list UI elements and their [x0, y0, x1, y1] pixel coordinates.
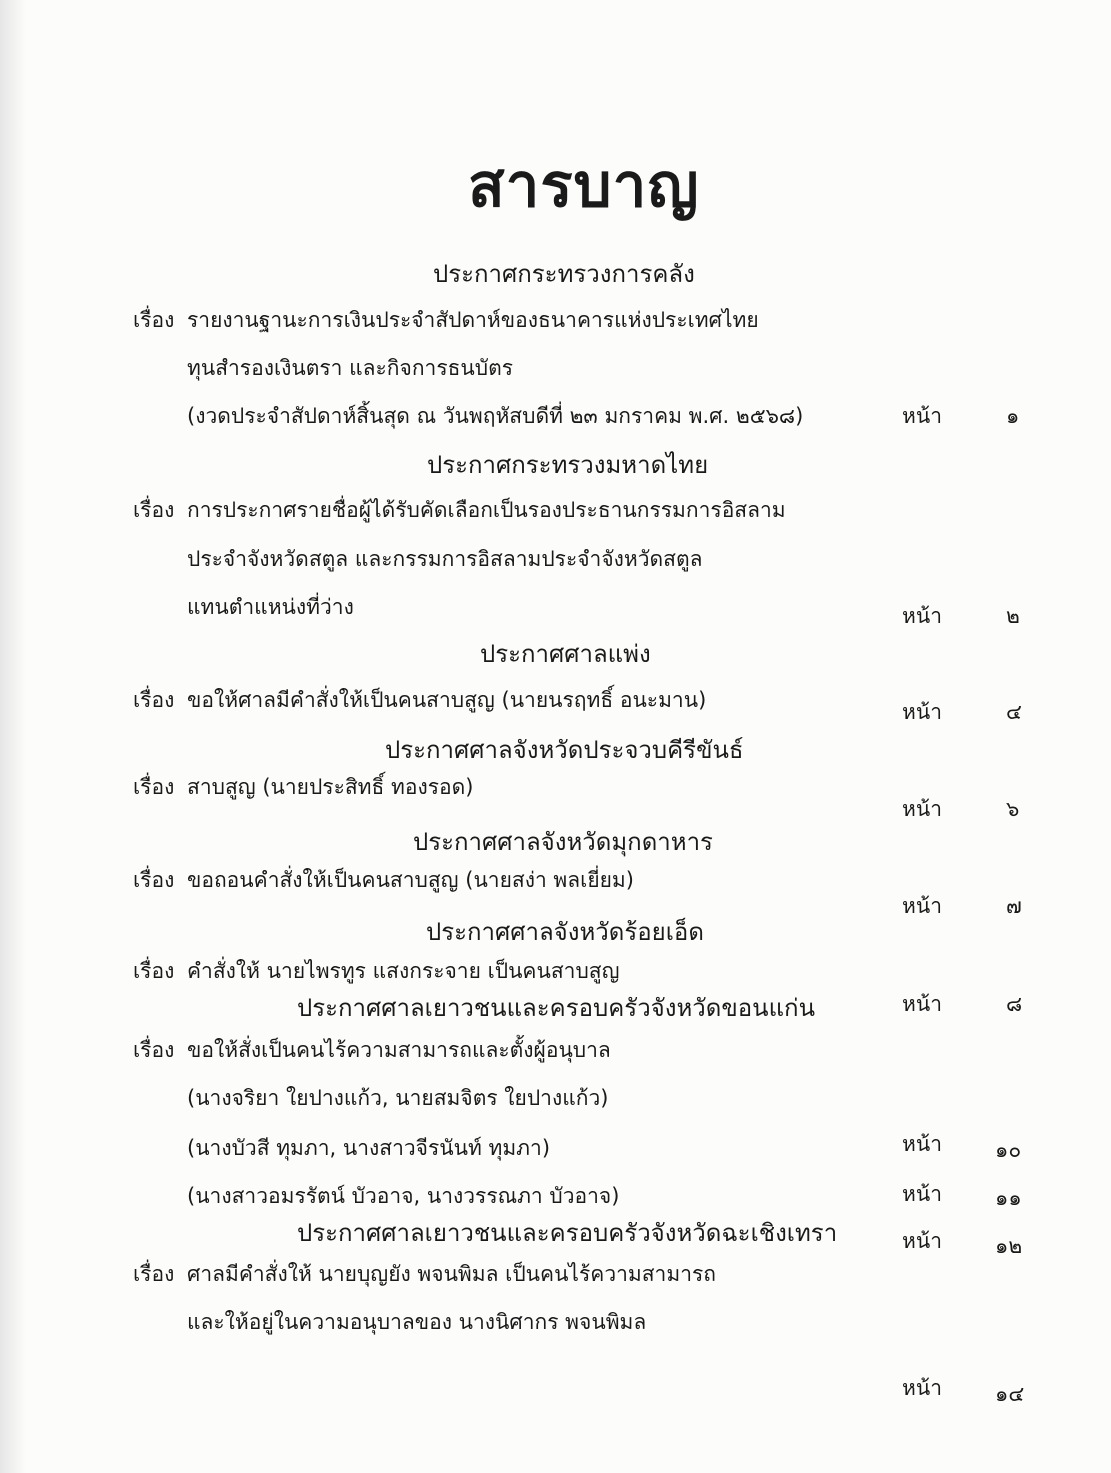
- subject-label: เรื่อง: [133, 498, 175, 522]
- entry-line: ขอให้ศาลมีคำสั่งให้เป็นคนสาบสูญ (นายนรฤทธิ์ อนะมาน): [187, 688, 707, 712]
- page-number: ๔: [1006, 700, 1022, 724]
- page-label: หน้า: [902, 1376, 942, 1400]
- page-label: หน้า: [902, 1229, 942, 1253]
- page-label: หน้า: [902, 404, 942, 428]
- page-label: หน้า: [902, 992, 942, 1016]
- entry-line: สาบสูญ (นายประสิทธิ์ ทองรอด): [187, 775, 474, 799]
- entry-line: รายงานฐานะการเงินประจำสัปดาห์ของธนาคารแห่งประเทศไทย: [187, 308, 759, 332]
- section-heading-civil-court: ประกาศศาลแพ่ง: [480, 640, 651, 668]
- subject-label: เรื่อง: [133, 688, 175, 712]
- entry-line: (นางสาวอมรรัตน์ บัวอาจ, นางวรรณภา บัวอาจ): [187, 1184, 620, 1208]
- entry-line: ประจำจังหวัดสตูล และกรรมการอิสลามประจำจังหวัดสตูล: [187, 547, 703, 571]
- page-number: ๗: [1006, 894, 1022, 918]
- entry-line: ขอให้สั่งเป็นคนไร้ความสามารถและตั้งผู้อนุบาล: [187, 1038, 611, 1062]
- entry-line: ขอถอนคำสั่งให้เป็นคนสาบสูญ (นายสง่า พลเยี่ยม): [187, 868, 634, 892]
- page-label: หน้า: [902, 604, 942, 628]
- page-label: หน้า: [902, 797, 942, 821]
- section-heading-mukdahan-court: ประกาศศาลจังหวัดมุกดาหาร: [413, 828, 713, 856]
- page-number: ๑๑: [995, 1186, 1022, 1210]
- section-heading-finance: ประกาศกระทรวงการคลัง: [433, 260, 695, 288]
- entry-line: (นางจริยา ใยปางแก้ว, นายสมจิตร ใยปางแก้ว): [187, 1086, 609, 1110]
- page-number: ๒: [1006, 604, 1020, 628]
- page-label: หน้า: [902, 894, 942, 918]
- subject-label: เรื่อง: [133, 308, 175, 332]
- page-label: หน้า: [902, 1132, 942, 1156]
- entry-line: (นางบัวสี ทุมภา, นางสาวจีรนันท์ ทุมภา): [187, 1136, 551, 1160]
- section-heading-roiet-court: ประกาศศาลจังหวัดร้อยเอ็ด: [426, 918, 704, 946]
- page-number: ๑: [1006, 404, 1020, 428]
- subject-label: เรื่อง: [133, 775, 175, 799]
- page-edge-shadow: [0, 0, 26, 1473]
- page-number: ๘: [1006, 992, 1023, 1016]
- subject-label: เรื่อง: [133, 1262, 175, 1286]
- page-label: หน้า: [902, 1182, 942, 1206]
- entry-line: คำสั่งให้ นายไพรทูร แสงกระจาย เป็นคนสาบสูญ: [187, 959, 620, 983]
- page-number: ๖: [1006, 797, 1020, 821]
- section-heading-interior: ประกาศกระทรวงมหาดไทย: [427, 451, 709, 479]
- page-number: ๑๐: [995, 1138, 1022, 1162]
- entry-line: (งวดประจำสัปดาห์สิ้นสุด ณ วันพฤหัสบดีที่ ๒๓ มกราคม พ.ศ. ๒๕๖๘): [187, 404, 804, 428]
- subject-label: เรื่อง: [133, 868, 175, 892]
- entry-line: และให้อยู่ในความอนุบาลของ นางนิศากร พจนพิมล: [187, 1310, 647, 1334]
- page-title: สารบาญ: [468, 151, 700, 221]
- entry-line: ศาลมีคำสั่งให้ นายบุญยัง พจนพิมล เป็นคนไร้ความสามารถ: [187, 1262, 716, 1286]
- section-heading-chachoengsao-court: ประกาศศาลเยาวชนและครอบครัวจังหวัดฉะเชิงเทรา: [297, 1219, 838, 1247]
- page-label: หน้า: [902, 700, 942, 724]
- subject-label: เรื่อง: [133, 1038, 175, 1062]
- section-heading-prachuap-court: ประกาศศาลจังหวัดประจวบคีรีขันธ์: [385, 736, 744, 764]
- entry-line: ทุนสำรองเงินตรา และกิจการธนบัตร: [187, 356, 514, 380]
- subject-label: เรื่อง: [133, 959, 175, 983]
- page-number: ๑๒: [995, 1234, 1023, 1258]
- entry-line: แทนตำแหน่งที่ว่าง: [187, 595, 354, 619]
- entry-line: การประกาศรายชื่อผู้ได้รับคัดเลือกเป็นรองประธานกรรมการอิสลาม: [187, 498, 786, 522]
- page-number: ๑๔: [995, 1382, 1025, 1406]
- section-heading-khonkaen-court: ประกาศศาลเยาวชนและครอบครัวจังหวัดขอนแก่น: [297, 994, 815, 1022]
